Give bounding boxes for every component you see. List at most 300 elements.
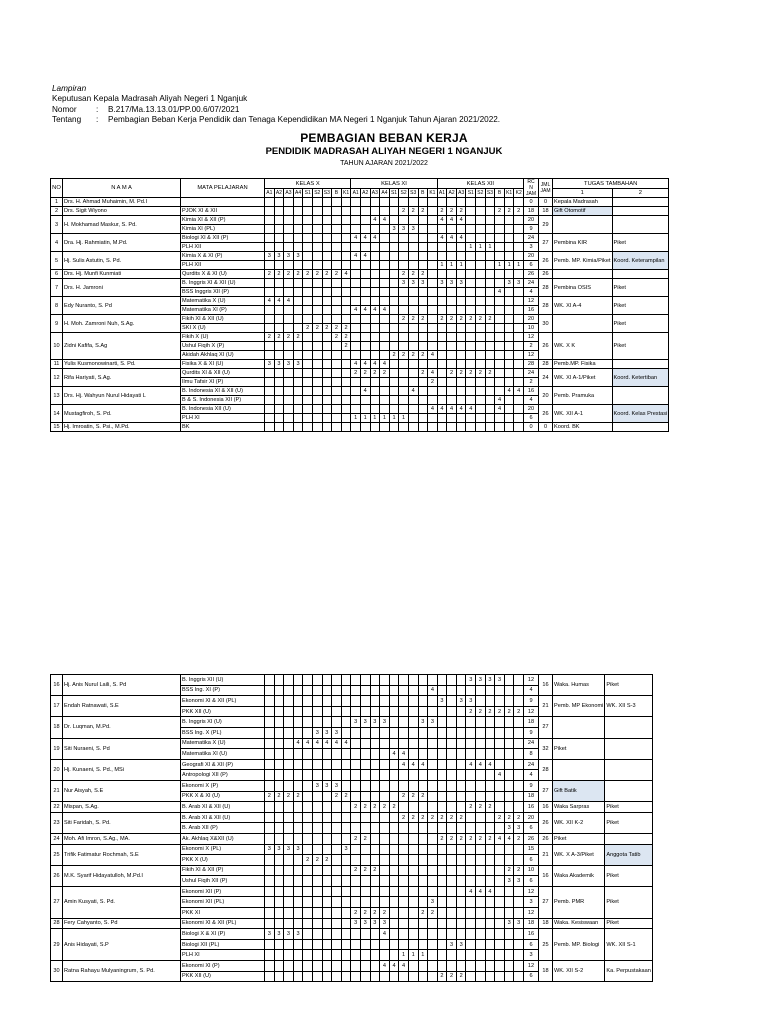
class-hours-cell: 2	[495, 812, 505, 823]
class-hours-cell	[312, 234, 322, 243]
class-hours-cell	[485, 950, 495, 961]
class-hours-cell	[476, 780, 486, 791]
class-hours-cell: 4	[504, 833, 514, 844]
subject: PKK XII (U)	[181, 706, 265, 717]
jml-jam: 18	[539, 207, 553, 216]
class-hours-cell: 3	[504, 876, 514, 887]
class-hours-cell	[293, 288, 303, 297]
class-hours-cell	[284, 279, 294, 288]
class-hours-cell	[504, 333, 514, 342]
class-hours-cell	[293, 405, 303, 414]
class-hours-cell	[370, 243, 380, 252]
class-hours-cell	[274, 288, 284, 297]
class-hours-cell	[399, 369, 409, 378]
class-hours-cell	[360, 844, 370, 855]
class-hours-cell	[341, 225, 351, 234]
class-hours-cell	[312, 360, 322, 369]
class-hours-cell	[399, 306, 409, 315]
rcn-jam: 10	[524, 865, 539, 876]
class-hours-cell	[389, 315, 399, 324]
class-hours-cell: 2	[485, 315, 495, 324]
class-hours-cell: 2	[312, 270, 322, 279]
class-hours-cell	[466, 865, 476, 876]
class-hours-cell	[370, 738, 380, 749]
class-hours-cell	[408, 844, 418, 855]
table-body-part-2	[51, 675, 653, 982]
class-hours-cell	[351, 971, 361, 982]
class-hours-cell	[408, 780, 418, 791]
class-hours-cell	[284, 198, 294, 207]
class-hours-cell	[284, 405, 294, 414]
subject: B & S. Indonesia XII (P)	[181, 396, 265, 405]
class-hours-cell	[514, 288, 524, 297]
class-hours-cell	[485, 961, 495, 972]
class-hours-cell	[495, 351, 505, 360]
class-hours-cell	[456, 791, 466, 802]
class-hours-cell: 2	[456, 207, 466, 216]
class-hours-cell	[380, 324, 390, 333]
class-hours-cell	[476, 387, 486, 396]
class-hours-cell	[504, 270, 514, 279]
jml-jam: 28	[539, 279, 553, 297]
class-hours-cell	[284, 749, 294, 760]
class-hours-cell	[408, 865, 418, 876]
class-hours-cell: 4	[456, 405, 466, 414]
row-number: 17	[51, 696, 63, 717]
class-hours-cell	[303, 939, 313, 950]
class-hours-cell	[303, 333, 313, 342]
class-hours-cell	[303, 315, 313, 324]
class-hours-cell	[274, 833, 284, 844]
class-hours-cell	[351, 770, 361, 781]
tugas-tambahan-1	[553, 759, 605, 780]
class-hours-cell	[476, 252, 486, 261]
class-hours-cell	[322, 908, 332, 919]
subject: Ekonomi XII (P)	[181, 886, 265, 897]
class-hours-cell	[466, 855, 476, 866]
class-hours-cell	[456, 324, 466, 333]
class-hours-cell: 1	[351, 414, 361, 423]
class-hours-cell	[284, 780, 294, 791]
class-hours-cell	[447, 759, 457, 770]
class-hours-cell	[351, 315, 361, 324]
class-hours-cell	[437, 297, 447, 306]
class-hours-cell	[332, 770, 342, 781]
class-hours-cell	[437, 759, 447, 770]
class-hours-cell: 3	[504, 918, 514, 929]
class-hours-cell	[351, 897, 361, 908]
class-hours-cell	[312, 908, 322, 919]
class-hours-cell	[370, 876, 380, 887]
class-hours-cell	[408, 685, 418, 696]
class-hours-cell: 2	[360, 802, 370, 813]
subject: Ushul Fiqih X (P)	[181, 342, 265, 351]
class-hours-cell	[303, 252, 313, 261]
class-hours-cell	[476, 279, 486, 288]
class-hours-cell	[418, 387, 428, 396]
teacher-name: Drs. H. Jamroni	[63, 279, 181, 297]
class-hours-cell	[447, 749, 457, 760]
class-hours-cell	[437, 351, 447, 360]
class-hours-cell	[293, 369, 303, 378]
class-hours-cell	[332, 897, 342, 908]
class-hours-cell	[389, 216, 399, 225]
class-hours-cell	[437, 939, 447, 950]
class-hours-cell	[456, 749, 466, 760]
class-hours-cell	[504, 791, 514, 802]
class-hours-cell: 3	[274, 929, 284, 940]
header-jml-jam: JML JAM	[539, 179, 553, 198]
rcn-jam: 9	[524, 780, 539, 791]
class-hours-cell	[341, 929, 351, 940]
class-hours-cell	[389, 865, 399, 876]
jml-jam: 20	[539, 387, 553, 405]
class-hours-cell	[399, 897, 409, 908]
class-hours-cell	[514, 243, 524, 252]
class-hours-cell	[408, 342, 418, 351]
tugas-tambahan-1: Pemb. PMR	[553, 886, 605, 918]
class-hours-cell	[274, 812, 284, 823]
tugas-tambahan-2: Piket	[612, 315, 669, 333]
class-hours-cell	[322, 333, 332, 342]
class-hours-cell	[332, 696, 342, 707]
class-hours-cell	[476, 738, 486, 749]
class-hours-cell	[447, 324, 457, 333]
class-hours-cell: 2	[418, 207, 428, 216]
class-hours-cell	[408, 833, 418, 844]
class-hours-cell	[399, 360, 409, 369]
subject: PKK X (U)	[181, 855, 265, 866]
class-hours-cell	[485, 387, 495, 396]
tugas-tambahan-1: WK. X K	[553, 333, 612, 360]
tentang-label: Tentang	[52, 115, 82, 125]
rcn-jam: 9	[524, 225, 539, 234]
class-hours-cell	[370, 405, 380, 414]
class-hours-cell	[428, 306, 438, 315]
class-hours-cell	[514, 225, 524, 234]
class-hours-cell	[456, 675, 466, 686]
class-hours-cell: 2	[370, 369, 380, 378]
class-hours-cell	[389, 929, 399, 940]
class-hours-cell	[466, 780, 476, 791]
class-hours-cell	[418, 706, 428, 717]
tugas-tambahan-1: Pemb.MP. Fisika	[553, 360, 612, 369]
class-hours-cell	[341, 749, 351, 760]
class-hours-cell: 2	[360, 908, 370, 919]
class-hours-cell	[380, 855, 390, 866]
class-hours-cell	[389, 306, 399, 315]
class-hours-cell	[399, 324, 409, 333]
subject: PKK X & XI (U)	[181, 791, 265, 802]
jml-jam: 29	[539, 216, 553, 234]
rcn-jam: 18	[524, 791, 539, 802]
class-hours-cell	[476, 918, 486, 929]
class-hours-cell	[274, 971, 284, 982]
class-hours-cell	[312, 971, 322, 982]
class-hours-cell	[399, 685, 409, 696]
class-hours-cell	[284, 961, 294, 972]
jml-jam: 24	[539, 369, 553, 387]
subject: Fikih XI & XII (U)	[181, 315, 265, 324]
class-hours-cell	[399, 405, 409, 414]
class-hours-cell	[332, 216, 342, 225]
jml-jam: 28	[539, 297, 553, 315]
class-hours-cell	[341, 351, 351, 360]
class-hours-cell	[370, 685, 380, 696]
class-hours-cell	[476, 261, 486, 270]
class-hours-cell: 2	[341, 333, 351, 342]
class-hours-cell: 4	[389, 961, 399, 972]
class-hours-cell: 2	[274, 333, 284, 342]
class-hours-cell	[428, 696, 438, 707]
class-hours-cell	[485, 333, 495, 342]
class-hours-cell	[466, 950, 476, 961]
class-hours-cell	[351, 396, 361, 405]
class-hours-cell	[293, 812, 303, 823]
rcn-jam: 12	[524, 886, 539, 897]
class-hours-cell: 4	[447, 234, 457, 243]
class-hours-cell: 3	[293, 844, 303, 855]
class-hours-cell	[312, 288, 322, 297]
class-hours-cell	[428, 971, 438, 982]
class-hours-cell	[456, 886, 466, 897]
class-hours-cell	[447, 360, 457, 369]
class-hours-cell	[408, 717, 418, 728]
header-sub-x-s3: S3	[323, 190, 330, 197]
class-hours-cell	[428, 886, 438, 897]
class-hours-cell	[495, 369, 505, 378]
class-hours-cell: 3	[447, 939, 457, 950]
tugas-tambahan-2	[605, 780, 652, 801]
class-hours-cell	[476, 351, 486, 360]
subject: B. Arab XI & XII (U)	[181, 812, 265, 823]
class-hours-cell	[370, 886, 380, 897]
class-hours-cell	[303, 706, 313, 717]
class-hours-cell	[322, 696, 332, 707]
workload-table-part-2	[50, 674, 653, 982]
class-hours-cell	[476, 288, 486, 297]
class-hours-cell	[303, 675, 313, 686]
class-hours-cell	[456, 929, 466, 940]
tugas-tambahan-2: Piket	[612, 234, 669, 252]
class-hours-cell: 2	[418, 908, 428, 919]
teacher-name: Drs. Hj. Wahyun Nurul Hidayati L	[63, 387, 181, 405]
class-hours-cell	[447, 918, 457, 929]
class-hours-cell	[265, 225, 275, 234]
class-hours-cell	[322, 405, 332, 414]
class-hours-cell	[504, 897, 514, 908]
class-hours-cell	[284, 306, 294, 315]
rcn-jam: 20	[524, 216, 539, 225]
jml-jam: 27	[539, 886, 553, 918]
rcn-jam: 9	[524, 727, 539, 738]
class-hours-cell	[360, 696, 370, 707]
class-hours-cell: 3	[485, 675, 495, 686]
class-hours-cell: 2	[514, 833, 524, 844]
class-hours-cell: 1	[456, 261, 466, 270]
class-hours-cell: 3	[284, 929, 294, 940]
class-hours-cell: 3	[437, 696, 447, 707]
class-hours-cell	[380, 261, 390, 270]
class-hours-cell	[360, 950, 370, 961]
class-hours-cell: 4	[399, 759, 409, 770]
class-hours-cell	[312, 939, 322, 950]
row-number: 15	[51, 423, 63, 432]
class-hours-cell	[370, 929, 380, 940]
class-hours-cell	[360, 396, 370, 405]
class-hours-cell: 2	[312, 855, 322, 866]
class-hours-cell	[293, 833, 303, 844]
teacher-name: Amin Kusyati, S. Pd.	[63, 886, 181, 918]
class-hours-cell	[293, 342, 303, 351]
class-hours-cell	[418, 738, 428, 749]
row-number: 7	[51, 279, 63, 297]
class-hours-cell: 2	[265, 791, 275, 802]
class-hours-cell	[437, 844, 447, 855]
class-hours-cell: 3	[504, 823, 514, 834]
class-hours-cell	[341, 897, 351, 908]
class-hours-cell	[389, 198, 399, 207]
class-hours-cell: 2	[437, 315, 447, 324]
table-row	[51, 252, 669, 261]
class-hours-cell: 2	[466, 802, 476, 813]
class-hours-cell	[370, 939, 380, 950]
class-hours-cell	[418, 216, 428, 225]
class-hours-cell	[312, 297, 322, 306]
tugas-tambahan-1: Waka Akademik	[553, 865, 605, 886]
class-hours-cell	[485, 812, 495, 823]
class-hours-cell: 4	[351, 306, 361, 315]
class-hours-cell	[274, 908, 284, 919]
class-hours-cell: 2	[514, 207, 524, 216]
class-hours-cell: 2	[418, 791, 428, 802]
class-hours-cell	[380, 749, 390, 760]
class-hours-cell	[284, 396, 294, 405]
class-hours-cell	[476, 717, 486, 728]
class-hours-cell	[399, 252, 409, 261]
class-hours-cell	[332, 759, 342, 770]
class-hours-cell: 4	[351, 234, 361, 243]
tugas-tambahan-1: Gift Otomotif	[553, 207, 612, 216]
class-hours-cell	[437, 717, 447, 728]
class-hours-cell: 2	[408, 315, 418, 324]
class-hours-cell	[265, 833, 275, 844]
class-hours-cell	[312, 961, 322, 972]
tugas-tambahan-1: Piket	[553, 833, 605, 844]
class-hours-cell: 4	[370, 216, 380, 225]
class-hours-cell	[476, 749, 486, 760]
class-hours-cell	[351, 216, 361, 225]
rcn-jam: 16	[524, 929, 539, 940]
class-hours-cell: 4	[389, 749, 399, 760]
class-hours-cell	[265, 396, 275, 405]
class-hours-cell	[380, 207, 390, 216]
class-hours-cell	[303, 405, 313, 414]
class-hours-cell	[428, 939, 438, 950]
tugas-tambahan-1: Kepala Madrasah	[553, 198, 612, 207]
class-hours-cell	[447, 675, 457, 686]
class-hours-cell	[514, 727, 524, 738]
class-hours-cell	[351, 675, 361, 686]
class-hours-cell	[485, 396, 495, 405]
class-hours-cell	[284, 738, 294, 749]
class-hours-cell	[322, 369, 332, 378]
class-hours-cell	[466, 423, 476, 432]
header-sub-xi-a4: A4	[381, 190, 388, 197]
header-sub-xii-s2: S2	[477, 190, 484, 197]
class-hours-cell	[360, 378, 370, 387]
table-row	[51, 234, 669, 243]
class-hours-cell	[428, 297, 438, 306]
class-hours-cell	[389, 876, 399, 887]
tugas-tambahan-1: Waka. Kesiswaan	[553, 918, 605, 929]
teacher-name: H. Mokhamad Maskur, S. Pd.	[63, 216, 181, 234]
subject: BK	[181, 423, 265, 432]
class-hours-cell	[447, 696, 457, 707]
table-row	[51, 802, 653, 813]
class-hours-cell	[456, 918, 466, 929]
class-hours-cell	[265, 886, 275, 897]
class-hours-cell	[341, 727, 351, 738]
class-hours-cell	[360, 812, 370, 823]
class-hours-cell	[303, 378, 313, 387]
subject: BSS Ing. X (PL)	[181, 727, 265, 738]
header-tugas-tambahan: TUGAS TAMBAHAN	[553, 179, 669, 189]
class-hours-cell	[495, 225, 505, 234]
class-hours-cell	[351, 198, 361, 207]
class-hours-cell	[428, 216, 438, 225]
class-hours-cell: 3	[514, 823, 524, 834]
class-hours-cell	[312, 306, 322, 315]
class-hours-cell	[293, 279, 303, 288]
class-hours-cell	[332, 342, 342, 351]
class-hours-cell	[504, 423, 514, 432]
class-hours-cell	[265, 207, 275, 216]
class-hours-cell	[456, 823, 466, 834]
class-hours-cell	[341, 315, 351, 324]
rcn-jam: 0	[524, 198, 539, 207]
class-hours-cell	[332, 950, 342, 961]
class-hours-cell	[274, 414, 284, 423]
class-hours-cell: 2	[476, 369, 486, 378]
class-hours-cell	[380, 342, 390, 351]
class-hours-cell	[514, 802, 524, 813]
class-hours-cell: 2	[399, 207, 409, 216]
class-hours-cell	[351, 844, 361, 855]
teacher-name: H. Moh. Zamroni Nuh, S.Ag.	[63, 315, 181, 333]
class-hours-cell: 2	[447, 315, 457, 324]
class-hours-cell	[370, 727, 380, 738]
class-hours-cell: 2	[408, 207, 418, 216]
class-hours-cell	[514, 297, 524, 306]
class-hours-cell	[428, 396, 438, 405]
class-hours-cell	[293, 780, 303, 791]
class-hours-cell	[399, 717, 409, 728]
decree-header	[52, 84, 500, 126]
rcn-jam: 20	[524, 252, 539, 261]
rcn-jam: 12	[524, 297, 539, 306]
header-sub-xii-a2: A2	[448, 190, 455, 197]
class-hours-cell	[265, 918, 275, 929]
class-hours-cell	[380, 234, 390, 243]
class-hours-cell	[380, 423, 390, 432]
tugas-tambahan-2: Koord. Keterampilan	[612, 252, 669, 270]
class-hours-cell	[495, 360, 505, 369]
class-hours-cell	[437, 252, 447, 261]
class-hours-cell	[456, 780, 466, 791]
class-hours-cell	[418, 749, 428, 760]
class-hours-cell	[418, 288, 428, 297]
